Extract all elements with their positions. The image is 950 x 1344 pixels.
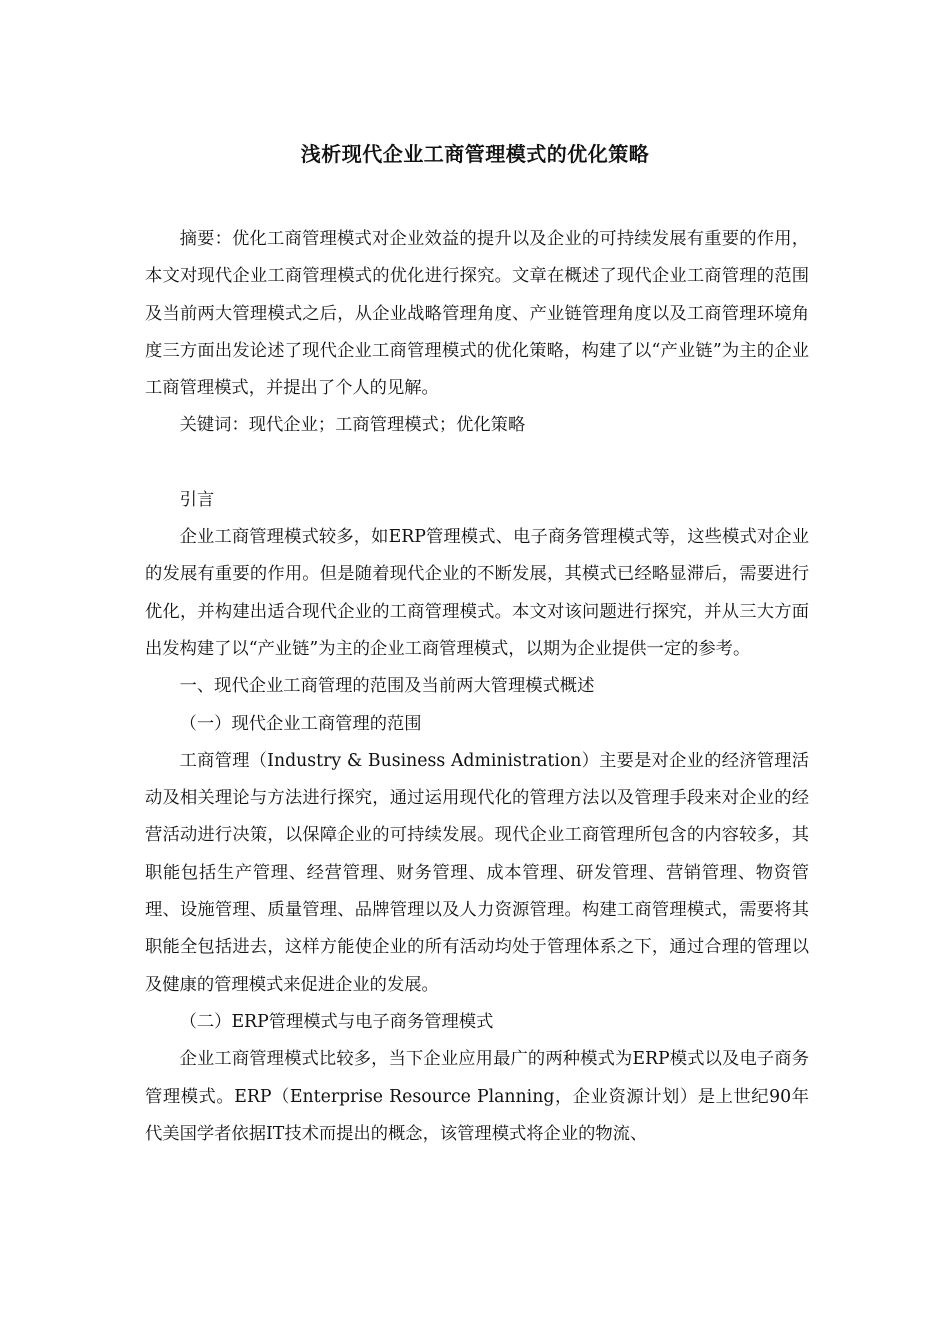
section-paragraph: 企业工商管理模式比较多，当下企业应用最广的两种模式为ERP模式以及电子商务管理模式。ERP（Enterprise Resource Planning，企业资源计划）是上世纪90年代美国学者依据IT技术而提出的概念，该管理模式将企业的物流、 <box>145 1049 809 1144</box>
document-body <box>145 221 809 1153</box>
subsection-heading: （二）ERP管理模式与电子商务管理模式 <box>179 1011 494 1032</box>
section-paragraph: 工商管理（Industry & Business Administration）主要是对企业的经济管理活动及相关理论与方法进行探究，通过运用现代化的管理方法以及管理手段来对企业的经营活动进行决策，以保障企业的可持续发展。现代企业工商管理所包含的内容较多，其职能包括生产管理、经营管理、财务管理、成本管理、研发管理、营销管理、物资管理、设施管理、质量管理、品牌管理以及人力资源管理。构建工商管理模式，需要将其职能全包括进去，这样方能使企业的所有活动均处于管理体系之下，通过合理的管理以及健康的管理模式来促进企业的发展。 <box>145 750 809 995</box>
intro-paragraph: 企业工商管理模式较多，如ERP管理模式、电子商务管理模式等，这些模式对企业的发展有重要的作用。但是随着现代企业的不断发展，其模式已经略显滞后，需要进行优化，并构建出适合现代企业的工商管理模式。本文对该问题进行探究，并从三大方面出发构建了以“产业链”为主的企业工商管理模式，以期为企业提供一定的参考。 <box>145 527 809 659</box>
spacer <box>145 445 809 482</box>
document-title: 浅析现代企业工商管理模式的优化策略 <box>300 142 650 166</box>
subsection-heading: （一）现代企业工商管理的范围 <box>179 713 422 734</box>
section-heading: 一、现代企业工商管理的范围及当前两大管理模式概述 <box>179 676 595 697</box>
intro-heading: 引言 <box>179 489 215 510</box>
abstract-paragraph: 摘要：优化工商管理模式对企业效益的提升以及企业的可持续发展有重要的作用，本文对现代企业工商管理模式的优化进行探究。文章在概述了现代企业工商管理的范围及当前两大管理模式之后，从企业战略管理角度、产业链管理角度以及工商管理环境角度三方面出发论述了现代企业工商管理模式的优化策略，构建了以“产业链”为主的企业工商管理模式，并提出了个人的见解。 <box>145 229 809 399</box>
keywords-line: 关键词：现代企业；工商管理模式；优化策略 <box>179 415 526 436</box>
